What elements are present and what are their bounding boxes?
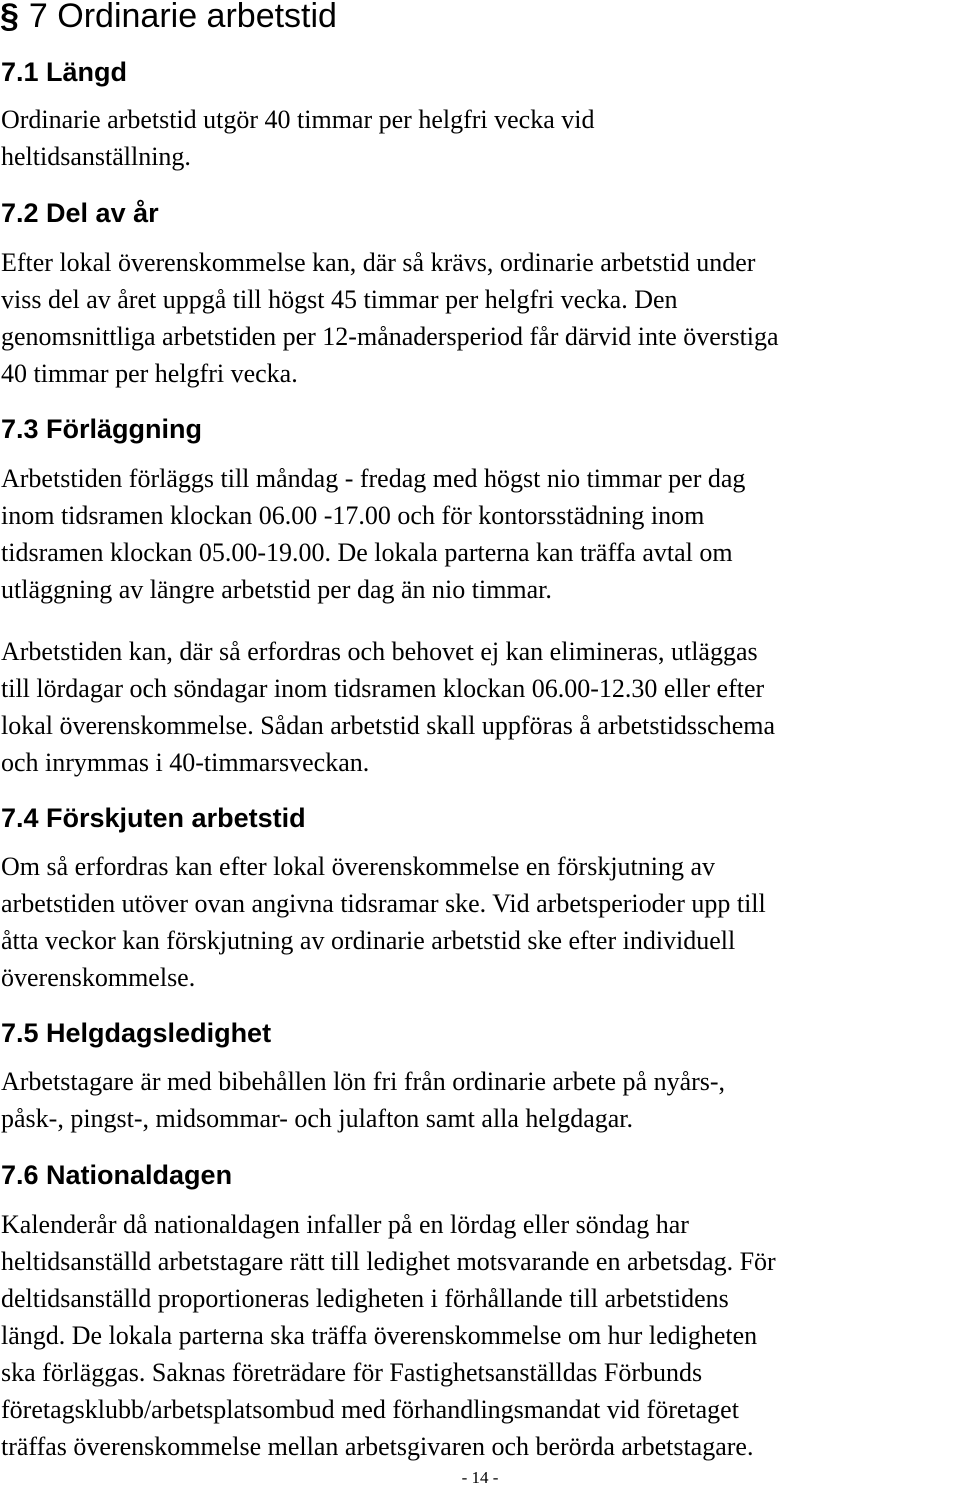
section-7-1-paragraph — [1, 101, 960, 175]
text-line: påsk-, pingst-, midsommar- och julafton samt alla helgdagar. — [1, 1104, 633, 1133]
text-line: och inrymmas i 40-timmarsveckan. — [1, 748, 370, 777]
text-line: åtta veckor kan förskjutning av ordinarie arbetstid ske efter individuell — [1, 926, 736, 955]
text-line: heltidsanställd arbetstagare rätt till ledighet motsvarande en arbetsdag. För — [1, 1247, 776, 1276]
text-line: Om så erfordras kan efter lokal överenskommelse en förskjutning av — [1, 852, 716, 881]
text-line: Arbetstiden kan, där så erfordras och behovet ej kan elimineras, utläggas — [1, 637, 758, 666]
section-heading-7-2: 7.2 Del av år — [1, 198, 159, 228]
section-heading-7-6: 7.6 Nationaldagen — [1, 1160, 233, 1190]
section-7-5-paragraph — [1, 1063, 960, 1137]
section-heading-7-5: 7.5 Helgdagsledighet — [1, 1018, 272, 1048]
section-7-3-paragraph-2 — [1, 633, 960, 781]
section-heading-7-4: 7.4 Förskjuten arbetstid — [1, 803, 306, 833]
text-line: tidsramen klockan 05.00-19.00. De lokala parterna kan träffa avtal om — [1, 538, 733, 567]
chapter-title — [0, 0, 337, 38]
page-number: - 14 - — [461, 1468, 499, 1487]
text-line: träffas överenskommelse mellan arbetsgivaren och berörda arbetstagare. — [1, 1432, 754, 1461]
text-line: deltidsanställd proportioneras ledigheten i förhållande till arbetstidens — [1, 1284, 729, 1313]
section-7-6-paragraph — [1, 1206, 960, 1465]
text-line: arbetstiden utöver ovan angivna tidsramar ske. Vid arbetsperioder upp till — [1, 889, 766, 918]
text-line: viss del av året uppgå till högst 45 timmar per helgfri vecka. Den — [1, 285, 678, 314]
section-symbol: § — [0, 0, 19, 35]
text-line: heltidsanställning. — [1, 142, 191, 171]
text-line: Arbetstiden förläggs till måndag - fredag med högst nio timmar per dag — [1, 464, 746, 493]
text-line: längd. De lokala parterna ska träffa överenskommelse om hur ledigheten — [1, 1321, 758, 1350]
text-line: 40 timmar per helgfri vecka. — [1, 359, 298, 388]
chapter-title-text: 7 Ordinarie arbetstid — [28, 0, 337, 35]
text-line: genomsnittliga arbetstiden per 12-månadersperiod får därvid inte överstiga — [1, 322, 779, 351]
section-heading-7-3: 7.3 Förläggning — [1, 414, 203, 444]
text-line: lokal överenskommelse. Sådan arbetstid skall uppföras å arbetstidsschema — [1, 711, 776, 740]
section-heading-7-1: 7.1 Längd — [1, 57, 128, 87]
text-line: överenskommelse. — [1, 963, 196, 992]
text-line: till lördagar och söndagar inom tidsramen klockan 06.00-12.30 eller efter — [1, 674, 765, 703]
text-line: ska förläggas. Saknas företrädare för Fastighetsanställdas Förbunds — [1, 1358, 703, 1387]
section-7-4-paragraph — [1, 848, 960, 996]
text-line: Arbetstagare är med bibehållen lön fri från ordinarie arbete på nyårs-, — [1, 1067, 726, 1096]
text-line: Efter lokal överenskommelse kan, där så krävs, ordinarie arbetstid under — [1, 248, 756, 277]
text-line: utläggning av längre arbetstid per dag än nio timmar. — [1, 575, 552, 604]
section-7-2-paragraph — [1, 244, 960, 392]
section-7-3-paragraph-1 — [1, 460, 960, 608]
text-line: Ordinarie arbetstid utgör 40 timmar per helgfri vecka vid — [1, 105, 595, 134]
text-line: företagsklubb/arbetsplatsombud med förhandlingsmandat vid företaget — [1, 1395, 739, 1424]
text-line: Kalenderår då nationaldagen infaller på en lördag eller söndag har — [1, 1210, 689, 1239]
text-line: inom tidsramen klockan 06.00 -17.00 och för kontorsstädning inom — [1, 501, 705, 530]
